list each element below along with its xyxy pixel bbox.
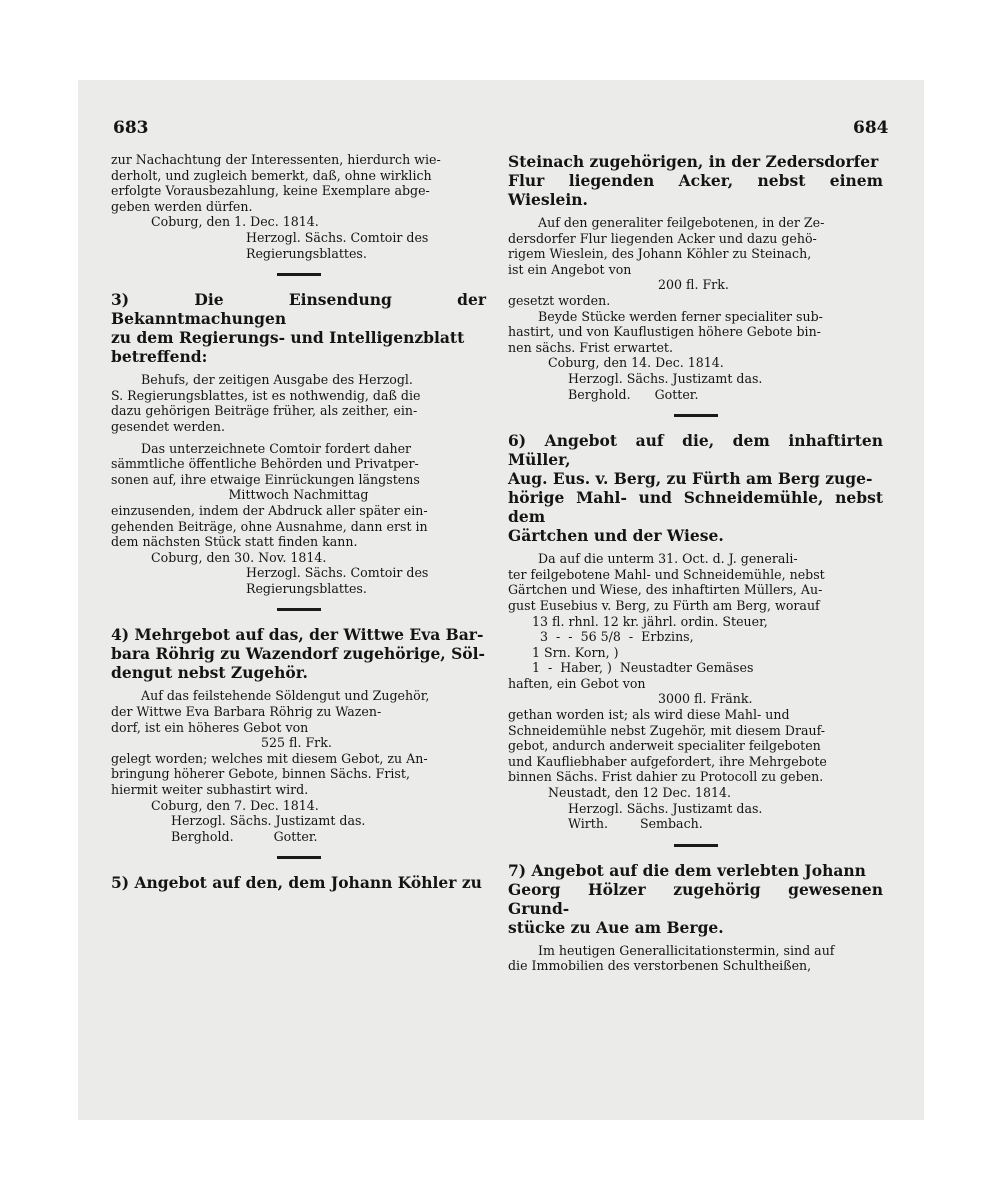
- bid-amount: 525 fl. Frk.: [261, 735, 332, 751]
- heading-line: 3) Die Einsendung der Bekanntmachungen: [111, 290, 486, 329]
- text-line: gesetzt worden.: [508, 292, 611, 308]
- charges-row: 1 - Haber, ) Neustadter Gemäses: [508, 660, 754, 676]
- text-line: ter feilgebotene Mahl- und Schneidemühle, nebst: [508, 566, 825, 582]
- heading-line: zu dem Regierungs- und Intelligenzblatt: [111, 328, 465, 348]
- section-divider: [277, 273, 321, 276]
- right-column: [508, 152, 883, 974]
- section-6-heading: [508, 431, 883, 545]
- place-date: Neustadt, den 12 Dec. 1814.: [548, 785, 732, 801]
- section-6-paragraph-3: [508, 707, 883, 785]
- section-divider: [277, 608, 321, 611]
- text-line: gebot, andurch anderweit specialiter feilgeboten: [508, 738, 821, 754]
- text-line: binnen Sächs. Frist dahier zu Protocoll zu geben.: [508, 769, 824, 785]
- text-line: Schneidemühle nebst Zugehör, mit diesem Drauf-: [508, 722, 826, 738]
- intro-paragraph: [111, 152, 486, 214]
- section-3-heading: [111, 290, 486, 366]
- text-line: Behufs, der zeitigen Ausgabe des Herzogl.: [141, 372, 413, 388]
- heading-line: dengut nebst Zugehör.: [111, 663, 308, 683]
- text-line: dem nächsten Stück statt finden kann.: [111, 534, 358, 550]
- signature-line: Herzogl. Sächs. Justizamt das.: [568, 370, 763, 386]
- signature-names: Berghold. Gotter.: [171, 828, 318, 844]
- section-6-paragraph-1: [508, 551, 883, 613]
- text-line: Gärtchen und Wiese, des inhaftirten Müllers, Au-: [508, 582, 823, 598]
- text-line: Beyde Stücke werden ferner specialiter sub-: [538, 308, 823, 324]
- section-divider: [674, 844, 718, 847]
- heading-line: betreffend:: [111, 347, 208, 367]
- text-line: und Kaufliebhaber aufgefordert, ihre Mehrgebote: [508, 753, 827, 769]
- page-number-right: 684: [853, 118, 889, 138]
- place-date: Coburg, den 1. Dec. 1814.: [151, 214, 319, 230]
- signature-line: Regierungsblattes.: [246, 245, 367, 261]
- signature-line: Herzogl. Sächs. Comtoir des: [246, 229, 429, 245]
- heading-line: Flur liegenden Acker, nebst einem Wieslein.: [508, 171, 883, 209]
- section-4-heading: [111, 625, 486, 682]
- section-4-paragraph-1: [111, 688, 486, 735]
- section-5-paragraph-2: [508, 293, 883, 355]
- text-line: nen sächs. Frist erwartet.: [508, 339, 673, 355]
- section-3-paragraph-2: [111, 441, 486, 488]
- signature-line: Herzogl. Sächs. Comtoir des: [246, 565, 429, 581]
- bid-amount: 200 fl. Frk.: [658, 277, 729, 293]
- left-column: [111, 152, 486, 892]
- section-7-paragraph-1: [508, 943, 883, 974]
- heading-line: Gärtchen und der Wiese.: [508, 526, 724, 546]
- text-line: S. Regierungsblattes, ist es nothwendig, daß die: [111, 387, 421, 403]
- signature-names: Wirth. Sembach.: [568, 816, 703, 832]
- section-5-heading-continued: [508, 152, 883, 209]
- charges-row: 13 fl. rhnl. 12 kr. jährl. ordin. Steuer,: [508, 613, 768, 629]
- text-line: gehenden Beiträge, ohne Ausnahme, dann erst in: [111, 518, 428, 534]
- text-line: erfolgte Vorausbezahlung, keine Exemplare abge-: [111, 183, 430, 199]
- section-3-paragraph-3: [111, 503, 486, 550]
- bid-amount: 3000 fl. Fränk.: [658, 691, 753, 707]
- text-line: Im heutigen Generallicitationstermin, sind auf: [538, 942, 835, 958]
- heading-line: Georg Hölzer zugehörig gewesenen Grund-: [508, 879, 883, 918]
- heading-line: 6) Angebot auf die, dem inhaftirten Müller,: [508, 431, 883, 470]
- heading-line: bara Röhrig zu Wazendorf zugehörige, Söl-: [111, 644, 485, 664]
- heading-line: Aug. Eus. v. Berg, zu Fürth am Berg zuge-: [508, 469, 873, 489]
- place-date: Coburg, den 30. Nov. 1814.: [151, 549, 327, 565]
- signature-line: Herzogl. Sächs. Justizamt das.: [568, 800, 763, 816]
- text-line: derholt, und zugleich bemerkt, daß, ohne wirklich: [111, 167, 432, 183]
- charges-row: 1 Srn. Korn, ): [508, 644, 619, 660]
- section-7-heading: [508, 861, 883, 937]
- text-line: dersdorfer Flur liegenden Acker und dazu gehö-: [508, 230, 817, 246]
- charges-table: [508, 614, 883, 676]
- charges-row: 3 - - 56 5/8 - Erbzins,: [508, 629, 694, 645]
- heading-line: stücke zu Aue am Berge.: [508, 917, 724, 937]
- text-line: sämmtliche öffentliche Behörden und Privatper-: [111, 456, 419, 472]
- text-line: ist ein Angebot von: [508, 261, 632, 277]
- section-5-heading: 5) Angebot auf den, dem Johann Köhler zu: [111, 873, 482, 893]
- text-line: der Wittwe Eva Barbara Röhrig zu Wazen-: [111, 704, 382, 720]
- signature-line: Regierungsblattes.: [246, 580, 367, 596]
- text-line: Das unterzeichnete Comtoir fordert daher: [141, 440, 412, 456]
- section-4-paragraph-2: [111, 751, 486, 798]
- text-line: hiermit weiter subhastirt wird.: [111, 782, 309, 798]
- text-line: Auf das feilstehende Söldengut und Zugehör,: [141, 688, 430, 704]
- text-line: dazu gehörigen Beiträge früher, als zeither, ein-: [111, 403, 418, 419]
- place-date: Coburg, den 14. Dec. 1814.: [548, 355, 724, 371]
- text-line: hastirt, und von Kauflustigen höhere Gebote bin-: [508, 324, 821, 340]
- text-line: sonen auf, ihre etwaige Einrückungen längstens: [111, 471, 420, 487]
- emphasized-day: Mittwoch Nachmittag: [228, 487, 369, 503]
- section-3-paragraph-1: [111, 372, 486, 434]
- heading-line: Steinach zugehörigen, in der Zedersdorfer: [508, 152, 879, 171]
- heading-line: 7) Angebot auf die dem verlebten Johann: [508, 860, 866, 880]
- text-line: bringung höherer Gebote, binnen Sächs. Frist,: [111, 766, 410, 782]
- section-5-paragraph-1: [508, 215, 883, 277]
- page-number-left: 683: [113, 118, 149, 138]
- text-line: gethan worden ist; als wird diese Mahl- und: [508, 707, 790, 723]
- signature-names: Berghold. Gotter.: [568, 386, 699, 402]
- signature-line: Herzogl. Sächs. Justizamt das.: [171, 813, 366, 829]
- text-line: rigem Wieslein, des Johann Köhler zu Steinach,: [508, 246, 812, 262]
- heading-line: hörige Mahl- und Schneidemühle, nebst dem: [508, 488, 883, 527]
- text-line: die Immobilien des verstorbenen Schultheißen,: [508, 958, 812, 974]
- text-line: gesendet werden.: [111, 418, 226, 434]
- text-line: Da auf die unterm 31. Oct. d. J. generali-: [538, 551, 798, 567]
- text-line: haften, ein Gebot von: [508, 675, 646, 691]
- text-line: zur Nachachtung der Interessenten, hierdurch wie-: [111, 152, 441, 167]
- text-line: Auf den generaliter feilgebotenen, in der Ze-: [538, 215, 825, 230]
- text-line: einzusenden, indem der Abdruck aller später ein-: [111, 502, 428, 518]
- text-line: geben werden dürfen.: [111, 198, 253, 214]
- text-line: gust Eusebius v. Berg, zu Fürth am Berg, worauf: [508, 597, 820, 613]
- place-date: Coburg, den 7. Dec. 1814.: [151, 797, 319, 813]
- heading-line: 4) Mehrgebot auf das, der Wittwe Eva Bar-: [111, 625, 484, 645]
- section-divider: [277, 856, 321, 859]
- section-divider: [674, 414, 718, 417]
- text-line: gelegt worden; welches mit diesem Gebot, zu An-: [111, 750, 428, 766]
- text-line: dorf, ist ein höheres Gebot von: [111, 719, 309, 735]
